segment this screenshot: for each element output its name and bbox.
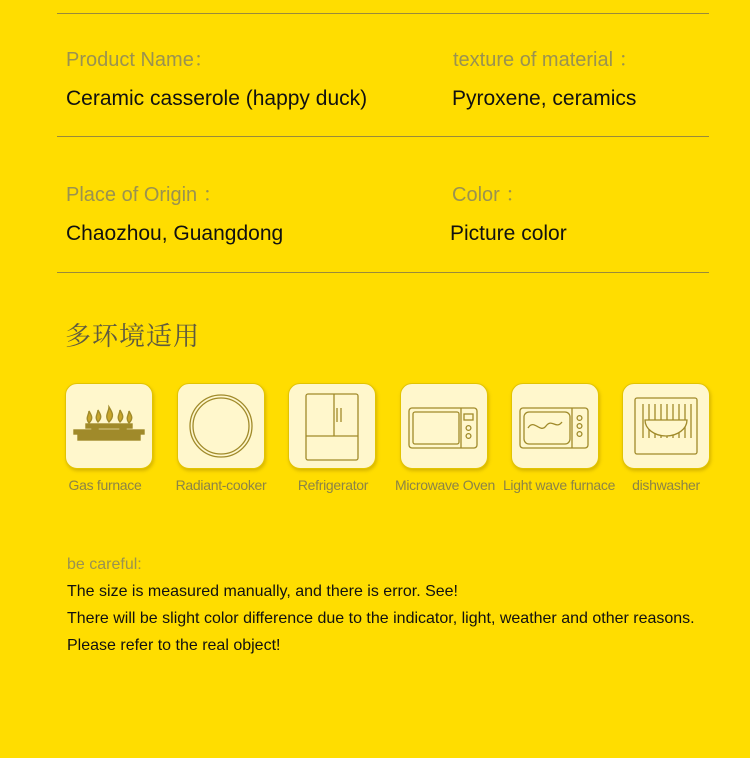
divider-middle: [57, 136, 709, 137]
material-value: Pyroxene, ceramics: [452, 87, 637, 110]
notice-line: The size is measured manually, and there is error. See!: [67, 583, 458, 600]
appliance-label-refrigerator: Refrigerator: [297, 477, 369, 493]
color-label: Color ：: [452, 184, 526, 206]
appliance-label-radiant-cooker: Radiant-cooker: [175, 477, 267, 493]
applicable-environments-title: 多环境适用: [65, 322, 201, 352]
microwave-oven-icon: [400, 383, 488, 469]
color-value: Picture color: [450, 222, 567, 245]
notice-line: There will be slight color difference due to the indicator, light, weather and other reasons.: [67, 610, 695, 627]
notice-line: Please refer to the real object!: [67, 637, 281, 654]
light-wave-oven-icon: [511, 383, 599, 469]
origin-label: Place of Origin ：: [66, 184, 223, 206]
appliance-label-microwave-oven: Microwave Oven: [394, 477, 496, 493]
origin-value: Chaozhou, Guangdong: [66, 222, 284, 245]
material-label: texture of material ：: [453, 49, 639, 71]
gas-burner-icon: [65, 383, 153, 469]
appliance-label-light-wave-furnace: Light wave furnace: [502, 477, 616, 493]
divider-top: [57, 13, 709, 14]
dishwasher-icon: [622, 383, 710, 469]
refrigerator-icon: [288, 383, 376, 469]
divider-bottom: [57, 272, 709, 273]
radiant-cooker-icon: [177, 383, 265, 469]
product-name-value: Ceramic casserole (happy duck): [66, 87, 368, 110]
appliance-label-dishwasher: dishwasher: [632, 477, 700, 493]
notice-title: be careful:: [67, 556, 142, 573]
appliance-label-gas-furnace: Gas furnace: [68, 477, 142, 493]
product-name-label: Product Name：: [66, 49, 214, 71]
